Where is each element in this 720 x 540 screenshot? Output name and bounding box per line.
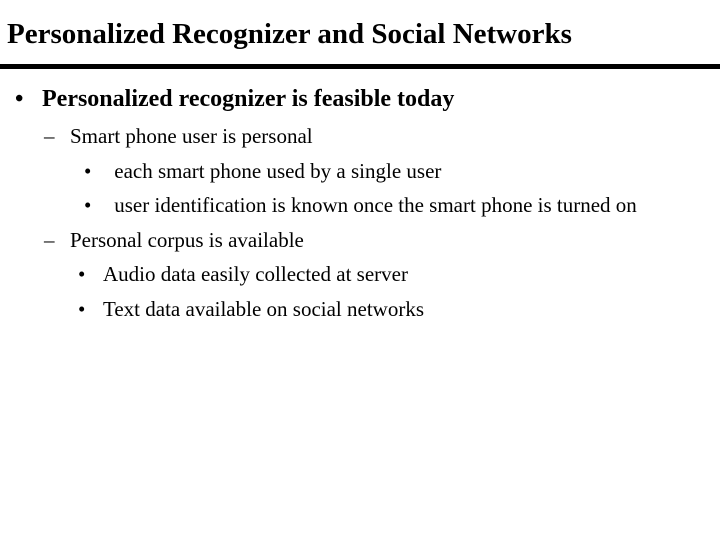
bullet-text: Personalized recognizer is feasible today xyxy=(42,86,455,112)
sub-bullet-smart-phone xyxy=(44,124,313,149)
sub-sub-bullet-audio-data xyxy=(78,262,408,287)
sub-bullet-personal-corpus xyxy=(44,228,304,253)
bullet-marker: • xyxy=(78,262,86,286)
sub-bullet-text: Personal corpus is available xyxy=(70,228,304,252)
sub-sub-bullet-text-data xyxy=(78,297,424,322)
sub-sub-bullet-user-identification xyxy=(84,193,637,218)
bullet-marker: • xyxy=(78,297,86,321)
bullet-marker: • xyxy=(84,159,92,183)
bullet-main xyxy=(15,86,454,113)
sub-sub-bullet-text: Text data available on social networks xyxy=(103,297,424,321)
sub-bullet-text: Smart phone user is personal xyxy=(70,124,313,148)
sub-sub-bullet-text: user identification is known once the smart phone is turned on xyxy=(109,193,637,217)
dash-marker: – xyxy=(44,124,55,148)
dash-marker: – xyxy=(44,228,55,252)
bullet-marker: • xyxy=(15,86,24,112)
sub-sub-bullet-text: each smart phone used by a single user xyxy=(109,159,442,183)
sub-sub-bullet-text: Audio data easily collected at server xyxy=(103,262,408,286)
title-divider xyxy=(0,64,720,69)
sub-sub-bullet-single-user xyxy=(84,159,441,184)
bullet-marker: • xyxy=(84,193,92,217)
slide-title: Personalized Recognizer and Social Networks xyxy=(7,18,572,50)
